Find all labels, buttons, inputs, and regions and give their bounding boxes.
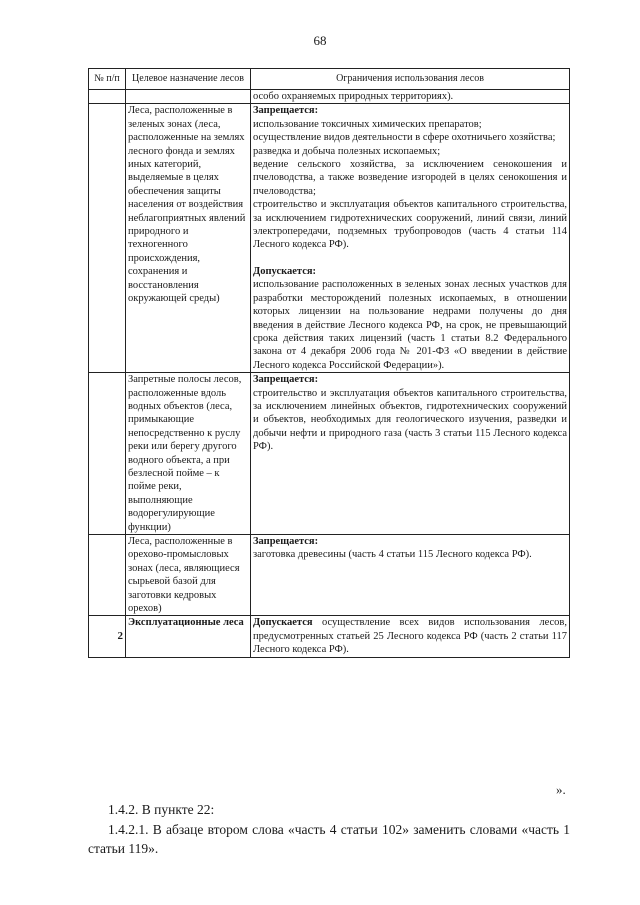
cell-purpose: Запретные полосы лесов, расположенные вдоль водных объектов (леса, примыкающие непосредственно к руслу реки или берегу другого водного объекта, а при безлесной пойме – к пойме реки, выполняющие водорегулирующие функции) bbox=[126, 373, 251, 535]
paragraph-1-4-2-1: 1.4.2.1. В абзаце втором слова «часть 4 статьи 102» заменить словами «часть 1 статьи 119». bbox=[88, 822, 570, 856]
header-num: № п/п bbox=[89, 69, 126, 90]
table-header-row bbox=[89, 69, 570, 90]
cell-purpose bbox=[126, 90, 251, 104]
forest-restrictions-table bbox=[88, 68, 570, 658]
header-purpose: Целевое назначение лесов bbox=[126, 69, 251, 90]
cell-purpose: Леса, расположенные в орехово-промысловых зонах (леса, являющиеся сырьевой базой для заготовки кедровых орехов) bbox=[126, 535, 251, 616]
cell-restrictions bbox=[251, 535, 570, 616]
restriction-item: осуществление видов деятельности в сфере охотничьего хозяйства; bbox=[253, 132, 556, 144]
page-number: 68 bbox=[313, 33, 327, 48]
allowed-label: Допускается: bbox=[253, 265, 317, 277]
paragraph-1-4-2: 1.4.2. В пункте 22: bbox=[108, 802, 215, 817]
cell-purpose: Эксплуатационные леса bbox=[126, 616, 251, 657]
restriction-item: строительство и эксплуатация объектов капитального строительства, за исключением линейных объектов, гидротехнических сооружений и объектов, необходимых для геологического изучения, разведки и добычи нефти и природного газа (часть 3 статьи 115 Лесного кодекса РФ). bbox=[253, 387, 567, 453]
cell-num bbox=[89, 104, 126, 373]
closing-quote: ». bbox=[556, 782, 566, 797]
table-row-continuation bbox=[89, 90, 570, 104]
cell-restrictions bbox=[251, 616, 570, 657]
forbidden-label: Запрещается: bbox=[253, 105, 319, 117]
table-row-exploitation bbox=[89, 616, 570, 657]
restriction-item: разведка и добыча полезных ископаемых; bbox=[253, 145, 441, 157]
forbidden-label: Запрещается: bbox=[253, 374, 319, 386]
allowed-item: использование расположенных в зеленых зонах лесных участков для разработки месторождений полезных ископаемых, в отношении которых лицензии на пользование недрами получены до дня введения в действие Лесного кодекса РФ, на срок, не превышающий срока действия таких лицензий (часть 1 статьи 8.2 Федерального закона от 4 декабря 2006 года № 201-ФЗ «О введении в действие Лесного кодекса Российской Федерации»). bbox=[253, 279, 567, 371]
cell-num bbox=[89, 373, 126, 535]
table-row-water-protection bbox=[89, 373, 570, 535]
forbidden-label: Запрещается: bbox=[253, 536, 319, 547]
cell-continuation: особо охраняемых природных территориях). bbox=[251, 90, 570, 104]
header-restrictions: Ограничения использования лесов bbox=[251, 69, 570, 90]
cell-restrictions bbox=[251, 373, 570, 535]
cell-num bbox=[89, 535, 126, 616]
cell-restrictions bbox=[251, 104, 570, 373]
table-row-nut-zones bbox=[89, 535, 570, 616]
restriction-item: использование токсичных химических препаратов; bbox=[253, 118, 482, 130]
cell-num: 2 bbox=[89, 616, 126, 657]
allowed-text: осуществление всех видов использования лесов, предусмотренных статьей 25 Лесного кодекса РФ (часть 2 статьи 117 Лесного кодекса РФ). bbox=[253, 617, 567, 656]
cell-purpose: Леса, расположенные в зеленых зонах (леса, расположенные на землях лесного фонда и землях иных категорий, выделяемые в целях обеспечения защиты населения от воздействия неблагоприятных явлений природного и техногенного происхождения, сохранения и восстановления окружающей среды) bbox=[126, 104, 251, 373]
allowed-label: Допускается bbox=[253, 617, 313, 629]
restriction-item: ведение сельского хозяйства, за исключением сенокошения и пчеловодства, а также возведение изгородей в целях сенокошения и пчеловодства; bbox=[253, 159, 567, 197]
restriction-item: заготовка древесины (часть 4 статьи 115 Лесного кодекса РФ). bbox=[253, 549, 532, 561]
cell-num bbox=[89, 90, 126, 104]
restriction-item: строительство и эксплуатация объектов капитального строительства, за исключением гидротехнических сооружений, линий связи, линий электропередачи, подземных трубопроводов (часть 4 статьи 114 Лесного кодекса РФ). bbox=[253, 199, 567, 251]
table-row-green-zones bbox=[89, 104, 570, 373]
